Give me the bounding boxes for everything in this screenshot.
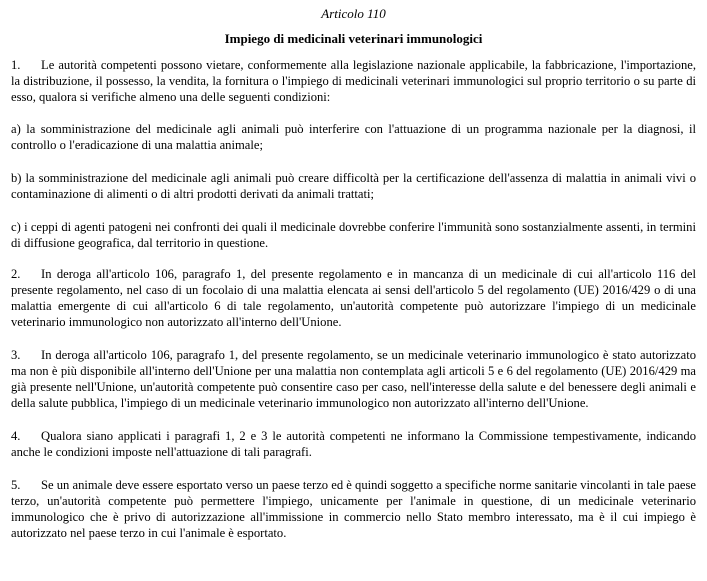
article-number: Articolo 110	[321, 6, 386, 21]
paragraph-number: 1.	[11, 58, 21, 72]
condition-c	[11, 219, 696, 251]
paragraph-text: In deroga all'articolo 106, paragrafo 1, del presente regolamento e in mancanza di un medicinale di cui all'articolo 116 del presente regolamento, nel caso di un focolaio di una malattia elencata ai sensi dell'articolo 5 del regolamento (UE) 2016/429 o di una malattia emergente di cui all'articolo 6 di tale regolamento, un'autorità competente può autorizzare l'impiego di un medicinale veterinario immunologico non autorizzato all'interno dell'Unione.	[11, 267, 696, 329]
paragraph-number: 5.	[11, 478, 21, 492]
paragraph-5	[11, 477, 696, 541]
article-title: Impiego di medicinali veterinari immunologici	[224, 31, 483, 46]
condition-b	[11, 170, 696, 202]
condition-text: la somministrazione del medicinale agli animali può creare difficoltà per la certificazione dell'assenza di malattia in animali vivi o contaminazione di alimenti o di altri prodotti derivati da animali trattati;	[11, 171, 696, 201]
condition-label: a)	[11, 122, 21, 136]
paragraph-text: Se un animale deve essere esportato verso un paese terzo ed è quindi soggetto a specifiche norme sanitarie vincolanti in tale paese terzo, un'autorità competente può permettere l'impiego, unicamente per l'animale in questione, di un medicinale veterinario immunologico che è privo di autorizzazione all'immissione in commercio nello Stato membro interessato, ma è il cui impiego è autorizzato nel paese terzo in cui l'animale è esportato.	[11, 478, 696, 540]
paragraph-number: 2.	[11, 267, 21, 281]
paragraph-1	[11, 57, 696, 105]
condition-label: b)	[11, 171, 22, 185]
paragraph-text: In deroga all'articolo 106, paragrafo 1, del presente regolamento, se un medicinale veterinario immunologico è stato autorizzato ma non è più disponibile all'interno dell'Unione per una malattia non contemplata agli articoli 5 e 6 del regolamento (UE) 2016/429 ma già presente nell'Unione, un'autorità competente può consentire caso per caso, nell'interesse della salute e del benessere degli animali e della salute pubblica, l'impiego di un medicinale veterinario immunologico non autorizzato all'interno dell'Unione.	[11, 348, 696, 410]
paragraph-3	[11, 347, 696, 411]
paragraph-4	[11, 428, 696, 460]
paragraph-number: 4.	[11, 429, 21, 443]
paragraph-text: Le autorità competenti possono vietare, conformemente alla legislazione nazionale applicabile, la fabbricazione, l'importazione, la distribuzione, il possesso, la vendita, la fornitura o l'impiego di medicinali veterinari immunologici sul proprio territorio o su parte di esso, qualora si verifiche almeno una delle seguenti condizioni:	[11, 58, 696, 104]
condition-text: i ceppi di agenti patogeni nei confronti dei quali il medicinale dovrebbe conferire l'immunità sono sostanzialmente assenti, in termini di diffusione geografica, dal territorio in questione.	[11, 220, 696, 250]
condition-a	[11, 121, 696, 153]
paragraph-2	[11, 266, 696, 330]
paragraph-text: Qualora siano applicati i paragrafi 1, 2 e 3 le autorità competenti ne informano la Commissione tempestivamente, indicando anche le condizioni imposte nell'attuazione di tali paragrafi.	[11, 429, 696, 459]
condition-label: c)	[11, 220, 21, 234]
paragraph-number: 3.	[11, 348, 21, 362]
condition-text: la somministrazione del medicinale agli animali può interferire con l'attuazione di un programma nazionale per la diagnosi, il controllo o l'eradicazione di una malattia animale;	[11, 122, 696, 152]
